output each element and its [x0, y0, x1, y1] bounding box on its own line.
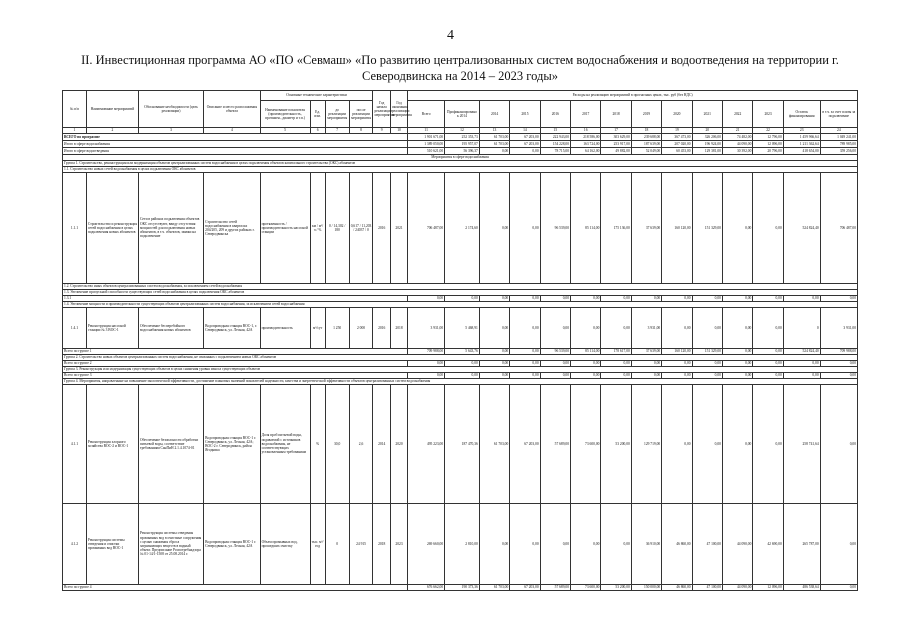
- col-num: 14: [510, 128, 540, 134]
- total-value: 61 703,00: [479, 141, 509, 148]
- project-after: 24 915: [349, 504, 373, 585]
- group-total-value: 46 860,00: [662, 585, 692, 591]
- col-num: 23: [783, 128, 820, 134]
- total-value: 30 392,00: [722, 148, 752, 155]
- project-value: 0,00: [479, 308, 509, 349]
- header-total: Всего: [408, 101, 445, 128]
- group-total-row: [63, 585, 858, 591]
- group-total-value: 486 538,64: [783, 585, 820, 591]
- group-total-value: 57 689,00: [540, 585, 570, 591]
- project-unit: км / м³/ч / %: [310, 173, 325, 284]
- project-param: Объем промывных вод, прошедших очистку: [260, 504, 310, 585]
- project-name: Реконструкция хлорного хозяйства ВОС-2 и ВОС-1: [86, 385, 138, 504]
- group-total-value: 85 114,00: [571, 349, 601, 355]
- total-label: ВСЕГО по программе: [63, 134, 408, 141]
- total-value: 0,00: [479, 148, 509, 155]
- group-total-value: 190 373,36: [445, 585, 480, 591]
- project-name: Реконструкция системы отведения и очистки промывных вод ВОС-1: [86, 504, 138, 585]
- subgroup-value: 0,00: [820, 296, 857, 302]
- project-value: 706 487,00: [408, 173, 445, 284]
- header-year: 2017: [571, 101, 601, 128]
- total-value: 789 985,00: [820, 141, 857, 148]
- project-param: Доля проб питьевой воды, подаваемой с источников водоснабжения, не соответствующих установленным требованиям: [260, 385, 310, 504]
- project-value: 265 787,00: [783, 504, 820, 585]
- project-value: 0,00: [540, 504, 570, 585]
- project-place: Водопроводная станция ВОС-1 г. Северодвинск, ул. Лесная, 42А: [204, 504, 260, 585]
- col-num: 8: [349, 128, 373, 134]
- project-value: 0,00: [540, 308, 570, 349]
- col-num: 15: [540, 128, 570, 134]
- project-row: [63, 385, 858, 504]
- project-value: 0,00: [662, 385, 692, 504]
- total-value: 359 256,00: [820, 148, 857, 155]
- total-value: 20 796,00: [753, 148, 783, 155]
- group-total-value: 0,00: [601, 361, 631, 367]
- project-row: [63, 504, 858, 585]
- group-total-value: 37 639,00: [631, 349, 661, 355]
- group-total-value: 0,00: [510, 361, 540, 367]
- subgroup-value: 0,00: [662, 296, 692, 302]
- group-total-value: 5 643,76: [445, 349, 480, 355]
- project-start: 2014: [373, 385, 390, 504]
- group-total-value: 0,00: [408, 373, 445, 379]
- col-num: 6: [310, 128, 325, 134]
- group-total-value: 0,00: [722, 349, 752, 355]
- project-end: 2021: [390, 173, 407, 284]
- project-value: 0,00: [662, 308, 692, 349]
- total-value: 61 703,00: [479, 134, 509, 141]
- header-param: Наименование показателя (производительность, протяжен., диаметр и т.п.): [260, 101, 310, 128]
- total-row: [63, 148, 858, 155]
- group-heading: Группа 1. Строительство, реконструкция или модернизация объектов централизованных систем водоснабжения в целях подключения объектов капитального строительства (ОКС) абонентов: [63, 161, 858, 167]
- col-num: 13: [479, 128, 509, 134]
- group-total-value: 0,00: [510, 373, 540, 379]
- project-value: 61 703,00: [479, 385, 509, 504]
- group-total-value: 0,00: [820, 361, 857, 367]
- project-end: 2018: [390, 308, 407, 349]
- project-value: 495 223,00: [408, 385, 445, 504]
- col-num: 19: [662, 128, 692, 134]
- total-value: 510 621,00: [408, 148, 445, 155]
- total-value: 1 211 362,64: [783, 141, 820, 148]
- subgroup-value: 0,00: [510, 296, 540, 302]
- header-year: 2021: [692, 101, 722, 128]
- total-value: 418 654,00: [783, 148, 820, 155]
- col-num: 17: [601, 128, 631, 134]
- investment-table: [62, 90, 858, 591]
- subgroup-heading: 1.1. Строительство новых сетей водоснабжения в целях подключения ОКС абонентов: [63, 167, 858, 173]
- col-num: 12: [445, 128, 480, 134]
- total-value: 1 389 050,00: [408, 141, 445, 148]
- total-value: 1 459 966,64: [783, 134, 820, 141]
- total-value: 44 090,00: [722, 141, 752, 148]
- project-value: 2 174,60: [445, 173, 480, 284]
- project-value: 0,00: [722, 173, 752, 284]
- project-number: 1.1.1: [63, 173, 87, 284]
- project-param: протяженность / производительность насосной станции: [260, 173, 310, 284]
- col-num: 10: [390, 128, 407, 134]
- group-total-value: 0,00: [662, 373, 692, 379]
- group-total-value: 151 329,00: [692, 349, 722, 355]
- group-total-value: 0,00: [540, 361, 570, 367]
- total-value: 52 049,00: [631, 148, 661, 155]
- total-value: 222 943,00: [540, 134, 570, 141]
- col-num: 1: [63, 128, 87, 134]
- project-value: 0,00: [510, 308, 540, 349]
- col-num: 2: [86, 128, 138, 134]
- group-heading: Группа 3. Реконструкция или модернизация существующих объектов в целях снижения уровня износа существующих объектов: [63, 367, 858, 373]
- group-total-value: 0,00: [479, 349, 509, 355]
- project-value: 0,00: [692, 308, 722, 349]
- project-value: 0,00: [571, 308, 601, 349]
- group-total-value: 0,00: [753, 361, 783, 367]
- group-total-value: 0,00: [510, 349, 540, 355]
- project-number: 4.1.2: [63, 504, 87, 585]
- project-unit: %: [310, 385, 325, 504]
- group-heading: Группа 4. Мероприятия, направленные на повышение экологической эффективности, достижение плановых значений показателей надежности, качества и энергетической эффективности объектов централизованных систем водоснабжения: [63, 379, 858, 385]
- total-label: Итого в сфере водоснабжения: [63, 141, 408, 148]
- group-total-label: Всего по группе 3: [63, 373, 408, 379]
- page-number: 4: [447, 28, 454, 43]
- header-year: 2014: [479, 101, 509, 128]
- group-total-value: 0,00: [408, 361, 445, 367]
- total-value: 12 096,00: [753, 141, 783, 148]
- total-value: 252 353,73: [445, 134, 480, 141]
- project-after: 2,6: [349, 385, 373, 504]
- group-total-value: 160 120,00: [662, 349, 692, 355]
- subgroup-value: 0,00: [601, 296, 631, 302]
- group-total-value: 0,00: [445, 373, 480, 379]
- group-total-value: 150 000,00: [631, 585, 661, 591]
- header-spent: Профинансировано к 2014: [445, 101, 480, 128]
- project-value: 46 860,00: [662, 504, 692, 585]
- subgroup-value: 0,00: [445, 296, 480, 302]
- group-total-value: 96 539,00: [540, 349, 570, 355]
- total-value: 326 206,00: [692, 134, 722, 141]
- subgroup-number: 1.3.1: [63, 296, 408, 302]
- project-end: 2020: [390, 385, 407, 504]
- project-value: 57 689,00: [540, 385, 570, 504]
- col-num: 22: [753, 128, 783, 134]
- header-year: 2020: [662, 101, 692, 128]
- project-before: 1 250: [325, 308, 349, 349]
- project-value: 0,00: [722, 385, 752, 504]
- group-total-value: 53 200,00: [601, 585, 631, 591]
- col-num: 16: [571, 128, 601, 134]
- project-start: 2016: [373, 308, 390, 349]
- header-remain: Остаток финансирования: [783, 101, 820, 128]
- group-total-value: 0,00: [753, 373, 783, 379]
- group-total-value: 0,00: [479, 373, 509, 379]
- group-total-value: 73 600,00: [571, 585, 601, 591]
- subgroup-heading: 1.3. Увеличение пропускной способности существующих сетей водоснабжения в целях подключения ОКС абонентов: [63, 290, 858, 296]
- project-value: 53 200,00: [601, 385, 631, 504]
- project-place: Строительство сетей водоснабжения в кварталах 204/205, 209 и других районах г. Северодвинска: [204, 173, 260, 284]
- group-total-value: 524 824,40: [783, 349, 820, 355]
- group-total-value: 0,00: [783, 373, 820, 379]
- project-value: 0: [783, 308, 820, 349]
- total-value: 60 453,00: [662, 148, 692, 155]
- project-name: Реконструкция насосной станции № 3 ВОС-1: [86, 308, 138, 349]
- total-value: 154 228,00: [540, 141, 570, 148]
- group-total-value: 0,00: [722, 373, 752, 379]
- group-total-value: 0,00: [571, 361, 601, 367]
- project-end: 2023: [390, 504, 407, 585]
- project-value: 2 810,00: [445, 504, 480, 585]
- project-value: 0,00: [753, 308, 783, 349]
- project-param: производительность: [260, 308, 310, 349]
- group-total-value: 44 090,00: [722, 585, 752, 591]
- col-num: 7: [325, 128, 349, 134]
- group-total-value: 67 203,00: [510, 585, 540, 591]
- total-value: 67 203,00: [510, 141, 540, 148]
- project-need: Реконструкция системы отведения промывных вод в очистные сооружения с целью снижения сброса загрязняющих веществ в водный объект. Предписание Роспотребнадзора № 01-14/1-1508 от 25.08.2014 г.: [138, 504, 203, 585]
- total-value: 367 473,00: [662, 134, 692, 141]
- subgroup-value: 0,00: [479, 296, 509, 302]
- project-value: 0,00: [479, 173, 509, 284]
- project-before: 30,0: [325, 385, 349, 504]
- header-borrow: в т.ч. за счет платы за подключение: [820, 101, 857, 128]
- project-value: 96 539,00: [540, 173, 570, 284]
- group-total-value: 0,00: [722, 361, 752, 367]
- subgroup-value: 0,00: [540, 296, 570, 302]
- project-number: 1.4.1: [63, 308, 87, 349]
- project-value: 258 741,64: [783, 385, 820, 504]
- group-total-value: 0,00: [601, 373, 631, 379]
- project-value: 3 931,00: [631, 308, 661, 349]
- total-value: 303 629,00: [601, 134, 631, 141]
- group-total-value: 0,00: [540, 373, 570, 379]
- group-total-value: 0,00: [662, 361, 692, 367]
- group-total-value: 709 988,00: [820, 349, 857, 355]
- group-total-value: 0,00: [571, 373, 601, 379]
- project-value: 269 660,00: [408, 504, 445, 585]
- total-value: 49 882,00: [601, 148, 631, 155]
- header-year: 2019: [631, 101, 661, 128]
- group-total-value: 47 100,00: [692, 585, 722, 591]
- project-value: 0,00: [510, 504, 540, 585]
- project-name: Строительство и реконструкция сетей водоснабжения в целях подключения новых абонентов: [86, 173, 138, 284]
- col-num: 18: [631, 128, 661, 134]
- total-value: 78 715,00: [540, 148, 570, 155]
- col-num: 5: [260, 128, 310, 134]
- subgroup-value: 0,00: [692, 296, 722, 302]
- project-need: Обеспечение безопасности обработки питьевой воды, соответствие требованиям СанПиН 2.1.4.1074-01: [138, 385, 203, 504]
- col-num: 11: [408, 128, 445, 134]
- project-unit: м³/сут: [310, 308, 325, 349]
- project-value: 42 690,00: [753, 504, 783, 585]
- total-value: 129 381,00: [692, 148, 722, 155]
- total-row: [63, 141, 858, 148]
- header-year: 2016: [540, 101, 570, 128]
- subgroup-value: 0,00: [408, 296, 445, 302]
- header-row-1: [63, 91, 858, 101]
- group-total-value: 0,00: [753, 349, 783, 355]
- project-need: Сети в районах подключения объектов ОКС отсутствуют, ввиду отсутствия мощностей для подключения новых абонентов, в т.ч. объектов, заявки на подключение: [138, 173, 203, 284]
- group-total-value: 676 662,00: [408, 585, 445, 591]
- total-value: 218 586,00: [571, 134, 601, 141]
- header-n: № п/п: [63, 91, 87, 128]
- project-value: 85 114,00: [571, 173, 601, 284]
- project-value: 0,00: [692, 385, 722, 504]
- total-value: 163 724,00: [571, 141, 601, 148]
- project-value: 0,00: [722, 308, 752, 349]
- group-total-value: 12 096,00: [753, 585, 783, 591]
- subgroup-value: 0,00: [783, 296, 820, 302]
- project-start: 2016: [373, 173, 390, 284]
- project-value: 5 468,91: [445, 308, 480, 349]
- total-value: 1 049 241,00: [820, 134, 857, 141]
- total-value: 196 924,00: [692, 141, 722, 148]
- group-total-value: 178 617,00: [601, 349, 631, 355]
- project-before: 0: [325, 504, 349, 585]
- project-value: 160 120,00: [662, 173, 692, 284]
- project-number: 4.1.1: [63, 385, 87, 504]
- header-unit: Ед. изм.: [310, 101, 325, 128]
- subgroup-value: 0,00: [571, 296, 601, 302]
- project-value: 175 136,00: [601, 173, 631, 284]
- total-label: Итого в сфере водоотведения: [63, 148, 408, 155]
- group-total-value: 0,00: [692, 373, 722, 379]
- header-group: Наименование мероприятий: [86, 91, 138, 128]
- project-value: 67 203,00: [510, 385, 540, 504]
- col-num: 3: [138, 128, 203, 134]
- group-total-value: 0,00: [820, 585, 857, 591]
- project-value: 0,00: [753, 385, 783, 504]
- page-title: II. Инвестиционная программа АО «ПО «Севмаш» «По развитию централизованных систем водоснабжения и водоотведения на территории г. Северодвинска на 2014 – 2023 годы»: [81, 53, 839, 83]
- total-value: 1 901 671,00: [408, 134, 445, 141]
- project-value: 129 719,00: [631, 385, 661, 504]
- header-year: 2015: [510, 101, 540, 128]
- header-year: 2023: [753, 101, 783, 128]
- header-costs: Расходы на реализацию мероприятий в прогнозных ценах, тыс. руб (без НДС): [408, 91, 858, 101]
- project-value: 706 487,00: [820, 173, 857, 284]
- header-year: 2022: [722, 101, 752, 128]
- group-total-value: 61 703,00: [479, 585, 509, 591]
- header-end: Год окончания реализации мероприятия: [390, 91, 407, 128]
- project-value: 187 470,36: [445, 385, 480, 504]
- project-start: 2018: [373, 504, 390, 585]
- group-heading: Группа 2. Строительство новых объектов централизованных систем водоснабжения, не связанных с подключением новых ОКС абонентов: [63, 355, 858, 361]
- col-num: 21: [722, 128, 752, 134]
- total-value: 253 917,00: [601, 141, 631, 148]
- header-year: 2018: [601, 101, 631, 128]
- project-after: 2 000: [349, 308, 373, 349]
- header-start: Год начала реализации мероприятия: [373, 91, 390, 128]
- project-value: 0,00: [601, 308, 631, 349]
- group-total-value: 0,00: [631, 361, 661, 367]
- project-need: Обеспечение бесперебойного водоснабжения новых абонентов: [138, 308, 203, 349]
- group-total-label: Всего по группе 2: [63, 361, 408, 367]
- total-value: 74 482,00: [722, 134, 752, 141]
- header-after: после реализации мероприятия: [349, 101, 373, 128]
- subgroup-value: 0,00: [722, 296, 752, 302]
- project-place: Водопроводная станция ВОС-1 г. Северодвинск, ул. Лесная, 42А; ВОС-2 г. Северодвинск, район Ягодника: [204, 385, 260, 504]
- project-row: [63, 173, 858, 284]
- group-total-label: Всего по группе 1: [63, 349, 408, 355]
- sphere-heading: Мероприятия в сфере водоснабжения: [63, 155, 858, 161]
- project-value: 0,00: [601, 504, 631, 585]
- header-tech: Основные технические характеристики: [260, 91, 373, 101]
- group-total-value: 0,00: [820, 373, 857, 379]
- group-total-value: 0,00: [445, 361, 480, 367]
- project-row: [63, 308, 858, 349]
- project-value: 37 639,00: [631, 173, 661, 284]
- project-value: 44 090,00: [722, 504, 752, 585]
- subgroup-value: 0,00: [753, 296, 783, 302]
- group-total-value: 709 988,00: [408, 349, 445, 355]
- project-value: 3 931,00: [408, 308, 445, 349]
- header-place: Описание и место расположения объекта: [204, 91, 260, 128]
- col-num: 20: [692, 128, 722, 134]
- group-total-value: 0,00: [692, 361, 722, 367]
- project-unit: тыс. м³/год: [310, 504, 325, 585]
- total-value: 239 688,00: [631, 134, 661, 141]
- project-value: 151 329,00: [692, 173, 722, 284]
- project-value: 0,00: [510, 173, 540, 284]
- project-before: 0 / 14,302 / 180: [325, 173, 349, 284]
- header-need: Обоснование необходимости (цель реализации): [138, 91, 203, 128]
- project-after: 0,617 / 11,203 / 24037 / 0: [349, 173, 373, 284]
- group-total-label: Всего по группе 4: [63, 585, 408, 591]
- header-before: до реализации мероприятия: [325, 101, 349, 128]
- total-row: [63, 134, 858, 141]
- col-num: 9: [373, 128, 390, 134]
- project-value: 0,00: [571, 504, 601, 585]
- project-value: 3 931,00: [820, 308, 857, 349]
- group-total-value: 0,00: [783, 361, 820, 367]
- subgroup-value: 0,00: [631, 296, 661, 302]
- total-value: 0,00: [510, 148, 540, 155]
- project-value: 47 100,00: [692, 504, 722, 585]
- group-total-value: 0,00: [479, 361, 509, 367]
- project-value: 0,00: [753, 173, 783, 284]
- project-value: 73 600,00: [571, 385, 601, 504]
- project-value: 0,00: [820, 385, 857, 504]
- project-value: 0,00: [820, 504, 857, 585]
- col-num: 24: [820, 128, 857, 134]
- total-value: 12 796,00: [753, 134, 783, 141]
- project-place: Водопроводная станция ВОС-1, г. Северодвинск, ул. Лесная, 42А: [204, 308, 260, 349]
- project-value: 36 910,00: [631, 504, 661, 585]
- total-value: 207 020,00: [662, 141, 692, 148]
- total-value: 187 639,00: [631, 141, 661, 148]
- total-value: 56 396,37: [445, 148, 480, 155]
- total-value: 64 162,00: [571, 148, 601, 155]
- project-value: 0,00: [479, 504, 509, 585]
- total-value: 67 203,00: [510, 134, 540, 141]
- subgroup-heading: 1.2. Строительство иных объектов централизованных систем водоснабжения, за исключением сетей водоснабжения: [63, 284, 858, 290]
- total-value: 195 957,07: [445, 141, 480, 148]
- col-num: 4: [204, 128, 260, 134]
- subgroup-heading: 1.4. Увеличение мощности и производительности существующих объектов централизованных систем водоснабжения, за исключением сетей водоснабжения: [63, 302, 858, 308]
- group-total-value: 0,00: [631, 373, 661, 379]
- project-value: 524 824,40: [783, 173, 820, 284]
